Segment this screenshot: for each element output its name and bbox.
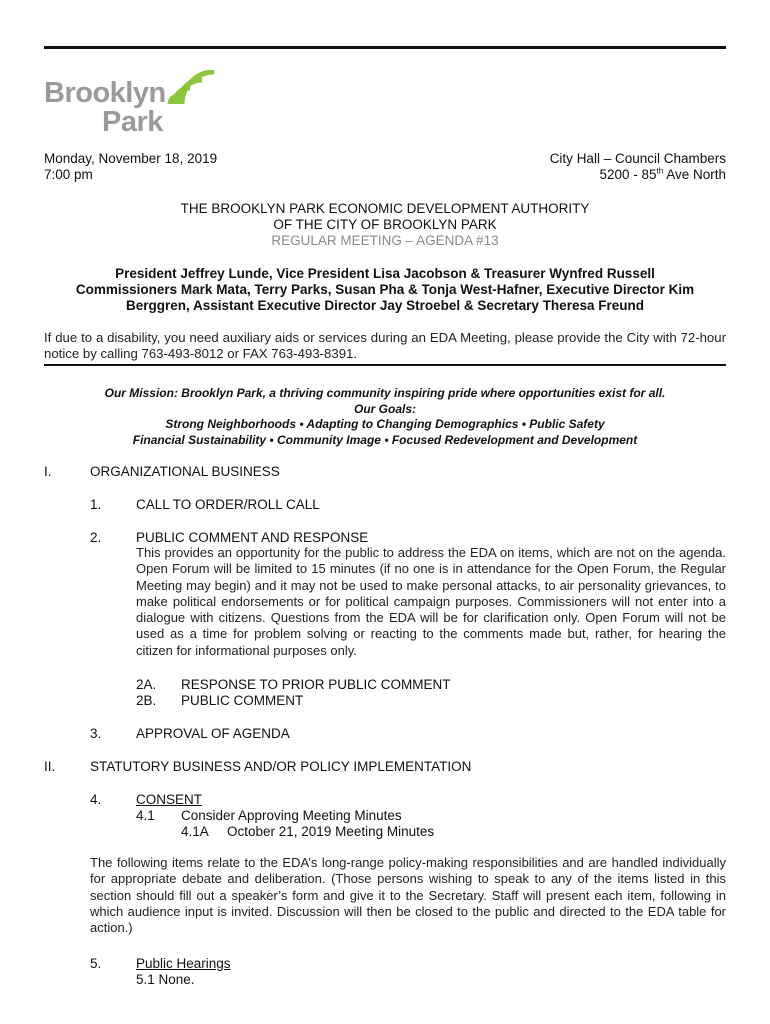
officers-line-3: Berggren, Assistant Executive Director Jay Stroebel & Secretary Theresa Freund: [126, 298, 644, 313]
item-5-number: 5.: [90, 956, 102, 971]
policy-note: The following items relate to the EDA’s long-range policy-making responsibilities and are handled individually for appropriate debate and deliberation. (Those persons wishing to speak to any of the items listed in this section should fill out a speaker’s form and give it to the Secretary. Staff will present each item, following in which audience input is invited. Discussion will then be closed to the public and directed to the EDA table for action.): [90, 855, 726, 936]
item-2-number: 2.: [90, 530, 102, 545]
title-line-3: REGULAR MEETING – AGENDA #13: [271, 233, 499, 248]
goals-label: Our Goals:: [353, 402, 416, 416]
officers-line-1: President Jeffrey Lunde, Vice President Lisa Jacobson & Treasurer Wynfred Russell: [115, 266, 655, 281]
notice-rule: [44, 364, 726, 366]
item-4-number: 4.: [90, 792, 102, 807]
item-2a-number: 2A.: [136, 677, 157, 692]
goals-line-1: Strong Neighborhoods • Adapting to Changing Demographics • Public Safety: [165, 417, 605, 431]
item-5-title: Public Hearings: [136, 956, 231, 971]
title-line-2: OF THE CITY OF BROOKLYN PARK: [273, 217, 497, 232]
section-1-number: I.: [44, 464, 52, 479]
logo-waves-icon: [164, 70, 226, 110]
section-2-title: STATUTORY BUSINESS AND/OR POLICY IMPLEMENTATION: [90, 759, 472, 774]
meeting-address: 5200 - 85th Ave North: [599, 166, 726, 182]
item-2a-title: RESPONSE TO PRIOR PUBLIC COMMENT: [181, 677, 451, 692]
logo-word-park: Park: [102, 106, 163, 138]
meeting-date: Monday, November 18, 2019: [44, 151, 218, 166]
item-4-1-number: 4.1: [136, 808, 155, 823]
disability-notice: If due to a disability, you need auxiliary aids or services during an EDA Meeting, please provide the City with 72-hour notice by calling 763-493-8012 or FAX 763-493-8391.: [44, 330, 726, 362]
item-2b-title: PUBLIC COMMENT: [181, 693, 304, 708]
item-1-title: CALL TO ORDER/ROLL CALL: [136, 497, 320, 512]
item-3-number: 3.: [90, 726, 102, 741]
item-4-title: CONSENT: [136, 792, 203, 807]
goals-line-2: Financial Sustainability • Community Image • Focused Redevelopment and Development: [132, 433, 638, 447]
item-4-1-title: Consider Approving Meeting Minutes: [181, 808, 402, 823]
mission-statement: Our Mission: Brooklyn Park, a thriving community inspiring pride where opportunities exist for all.: [104, 386, 666, 400]
officers-line-2: Commissioners Mark Mata, Terry Parks, Susan Pha & Tonja West-Hafner, Executive Director Kim: [75, 282, 695, 297]
title-line-1: THE BROOKLYN PARK ECONOMIC DEVELOPMENT AUTHORITY: [180, 201, 590, 216]
item-5-1: 5.1 None.: [136, 972, 195, 987]
item-2b-number: 2B.: [136, 693, 157, 708]
item-4-1a-title: October 21, 2019 Meeting Minutes: [227, 824, 435, 839]
item-2-description: This provides an opportunity for the public to address the EDA on items, which are not on the agenda. Open Forum will be limited to 15 minutes (if no one is in attendance for the Open Forum, the Regular Meeting may begin) and it may not be used to make personal attacks, to air personality grievances, to make political endorsements or for political campaign purposes. Commissioners will not enter into a dialogue with citizens. Questions from the EDA will be for clarification only. Open Forum will not be used as a time for problem solving or reacting to the comments made but, rather, for hearing the citizen for informational purposes only.: [136, 545, 726, 658]
section-2-number: II.: [44, 759, 56, 774]
item-3-title: APPROVAL OF AGENDA: [136, 726, 290, 741]
item-4-1a-number: 4.1A: [181, 824, 209, 839]
meeting-time: 7:00 pm: [44, 167, 93, 182]
brooklyn-park-logo: [44, 70, 224, 140]
item-1-number: 1.: [90, 497, 102, 512]
section-1-title: ORGANIZATIONAL BUSINESS: [90, 464, 280, 479]
meeting-location: City Hall – Council Chambers: [549, 151, 726, 166]
top-rule: [44, 46, 726, 49]
logo-word-brooklyn: Brooklyn: [44, 77, 166, 109]
item-2-title: PUBLIC COMMENT AND RESPONSE: [136, 530, 369, 545]
